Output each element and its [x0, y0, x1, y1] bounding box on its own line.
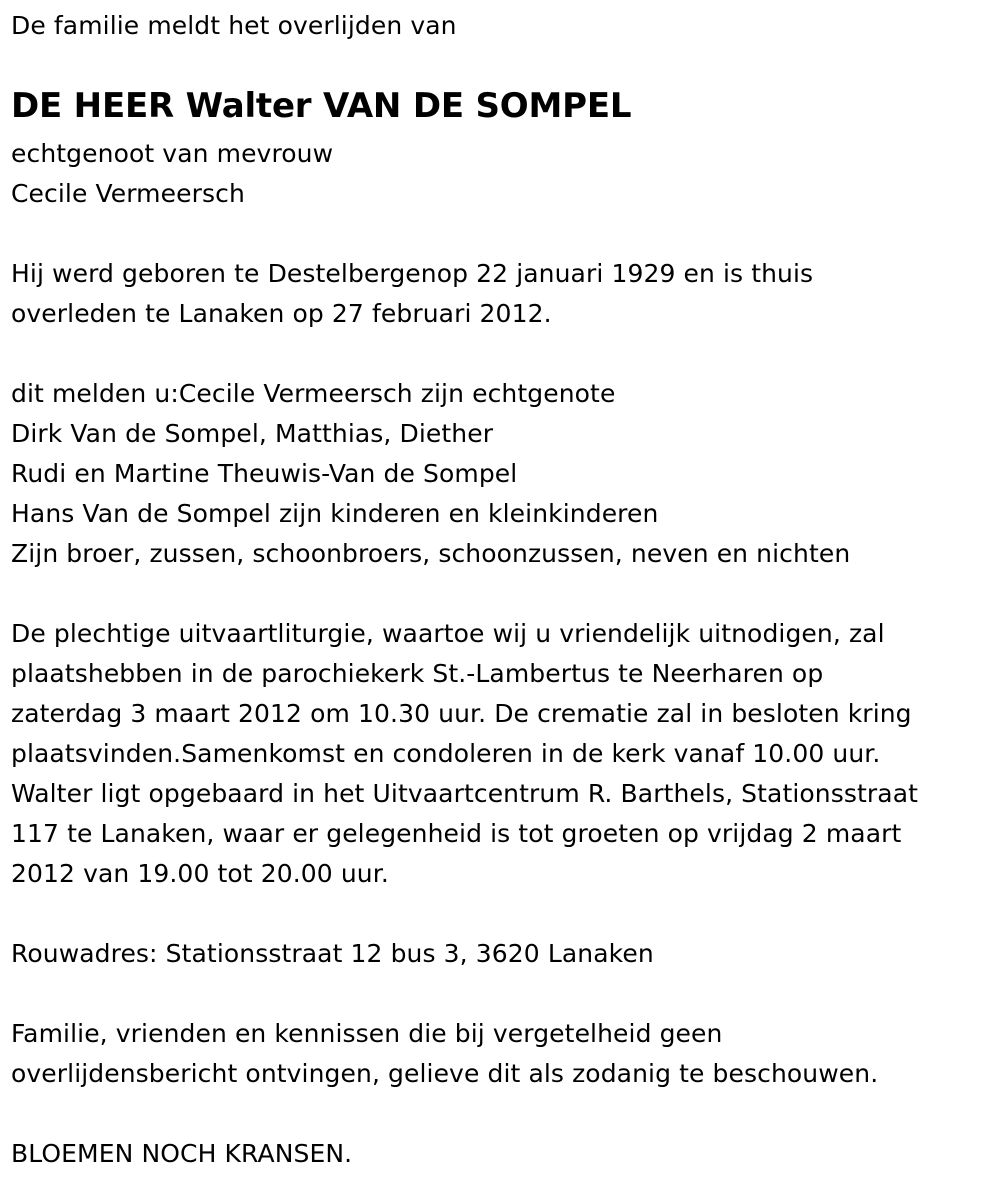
paragraph-gap	[11, 974, 991, 1014]
funeral-line: De plechtige uitvaartliturgie, waartoe wij u vriendelijk uitnodigen, zal	[11, 619, 885, 648]
birth-death-line: Hij werd geboren te Destelbergenop 22 januari 1929 en is thuis	[11, 259, 814, 288]
paragraph-gap	[11, 894, 991, 934]
notice-line: Familie, vrienden en kennissen die bij vergetelheid geen	[11, 1019, 723, 1048]
funeral-line: plaatshebben in de parochiekerk St.-Lambertus te Neerharen op	[11, 659, 824, 688]
funeral-line: 2012 van 19.00 tot 20.00 uur.	[11, 859, 389, 888]
spouse-line: echtgenoot van mevrouw	[11, 139, 334, 168]
family-line: Zijn broer, zussen, schoonbroers, schoonzussen, neven en nichten	[11, 539, 851, 568]
paragraph-gap	[11, 334, 991, 374]
birth-death-line: overleden te Lanaken op 27 februari 2012.	[11, 299, 552, 328]
paragraph-gap	[11, 574, 991, 614]
spouse-line: Cecile Vermeersch	[11, 179, 245, 208]
address-line: Rouwadres: Stationsstraat 12 bus 3, 3620 Lanaken	[11, 939, 654, 968]
funeral-line: Walter ligt opgebaard in het Uitvaartcentrum R. Barthels, Stationsstraat	[11, 779, 919, 808]
obituary-notice	[11, 6, 991, 1174]
family-line: dit melden u:Cecile Vermeersch zijn echtgenote	[11, 379, 616, 408]
paragraph-gap	[11, 1094, 991, 1134]
family-line: Dirk Van de Sompel, Matthias, Diether	[11, 419, 494, 448]
intro-line: De familie meldt het overlijden van	[11, 11, 457, 40]
closing-line: BLOEMEN NOCH KRANSEN.	[11, 1139, 353, 1168]
funeral-line: zaterdag 3 maart 2012 om 10.30 uur. De crematie zal in besloten kring	[11, 699, 912, 728]
family-line: Rudi en Martine Theuwis-Van de Sompel	[11, 459, 518, 488]
funeral-line: plaatsvinden.Samenkomst en condoleren in de kerk vanaf 10.00 uur.	[11, 739, 881, 768]
deceased-name: DE HEER Walter VAN DE SOMPEL	[11, 86, 632, 126]
funeral-line: 117 te Lanaken, waar er gelegenheid is tot groeten op vrijdag 2 maart	[11, 819, 902, 848]
family-line: Hans Van de Sompel zijn kinderen en kleinkinderen	[11, 499, 659, 528]
notice-line: overlijdensbericht ontvingen, gelieve dit als zodanig te beschouwen.	[11, 1059, 879, 1088]
paragraph-gap	[11, 214, 991, 254]
